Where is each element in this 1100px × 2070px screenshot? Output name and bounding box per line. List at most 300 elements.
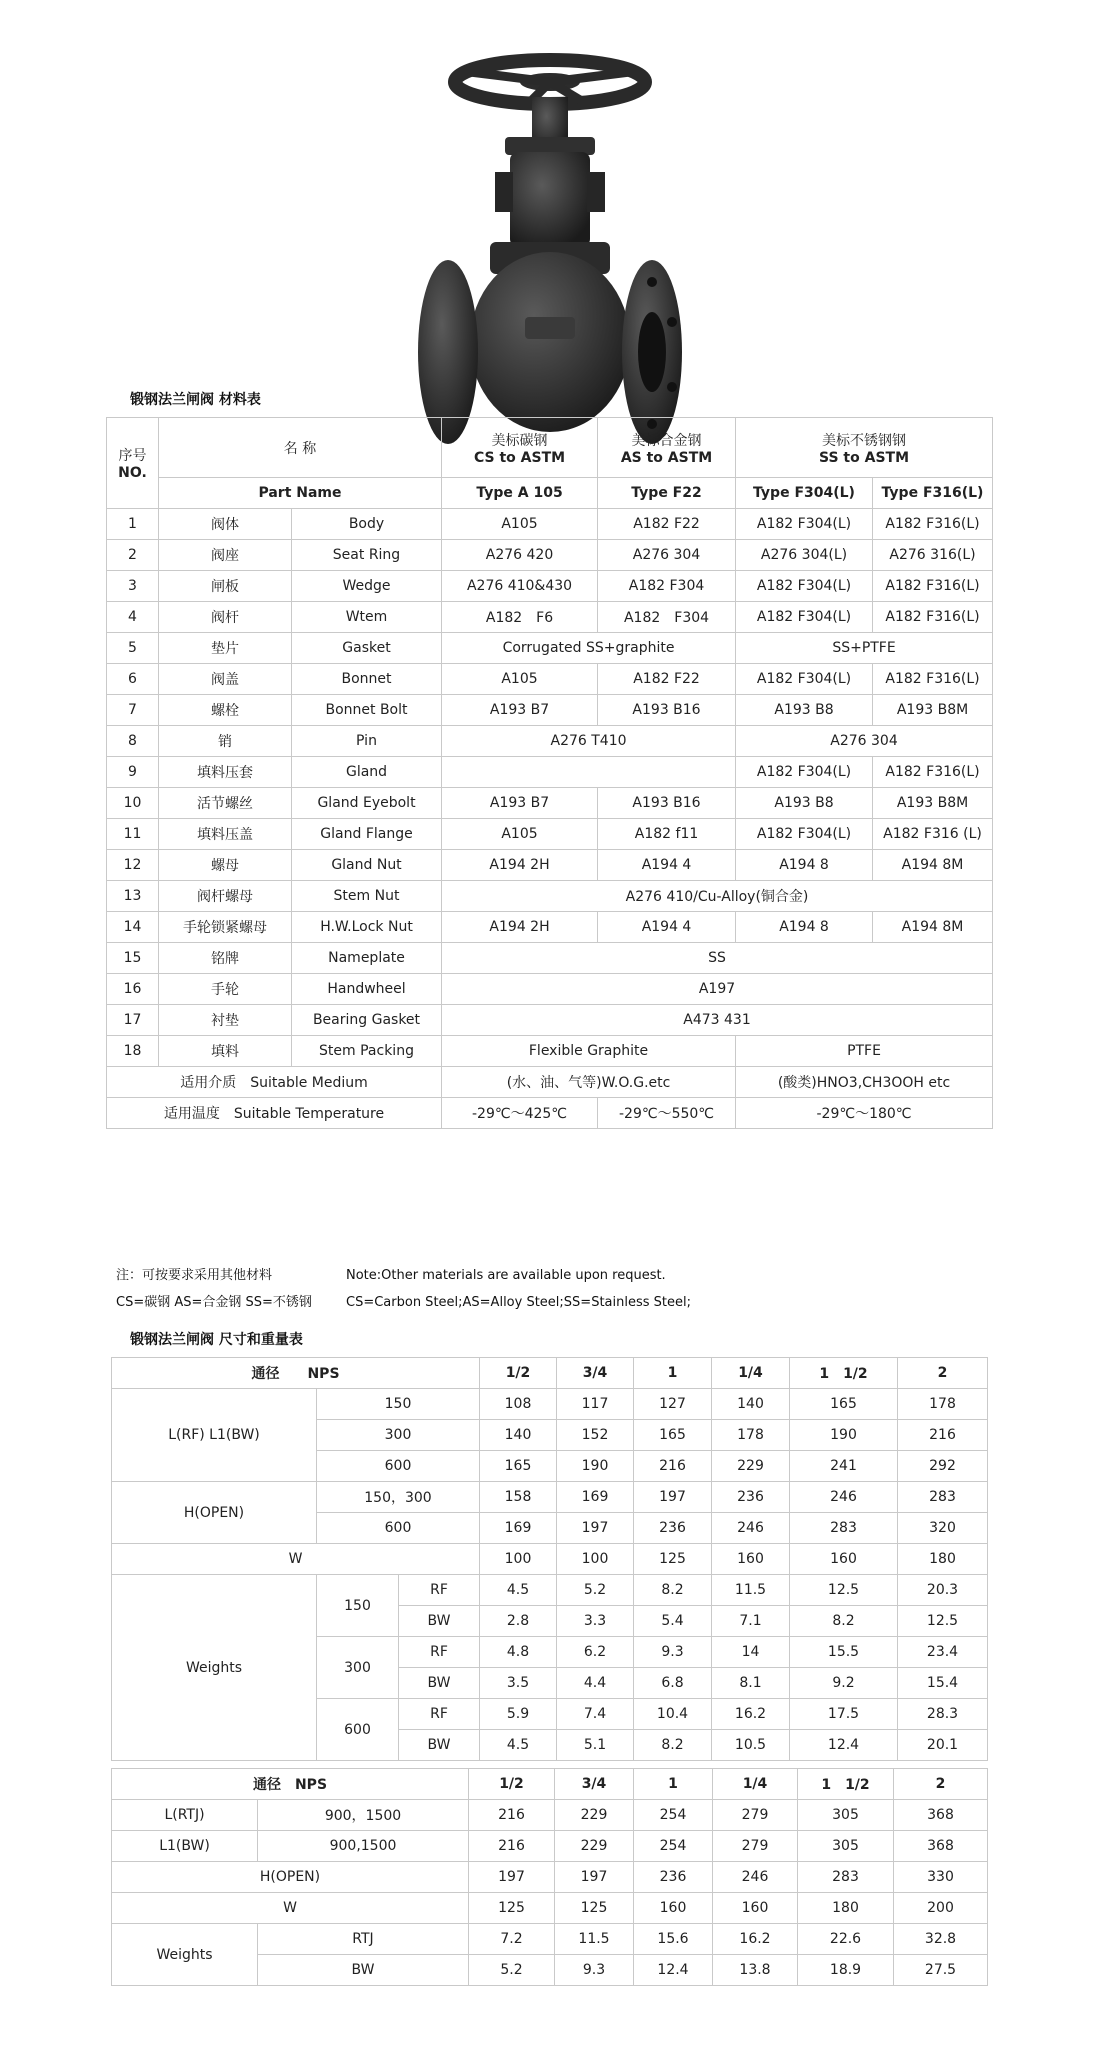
dimension-value: 197 [634, 1482, 712, 1513]
part-name-en: Nameplate [292, 943, 442, 974]
note-cn: 注：可按要求采用其他材料 [116, 1268, 273, 1283]
weight-value: 4.4 [557, 1668, 634, 1699]
weight-value: 5.1 [557, 1730, 634, 1761]
dimension-value: 100 [557, 1544, 634, 1575]
pressure-class: 300 [317, 1637, 399, 1699]
type-cs-header: Type A 105 [442, 478, 598, 509]
size-header: 1/2 [480, 1358, 557, 1389]
pressure-class: 600 [317, 1513, 480, 1544]
ss-header: 美标不锈钢钢 SS to ASTM [736, 418, 993, 478]
row-number: 8 [107, 726, 159, 757]
dimension-value: 305 [798, 1831, 894, 1862]
material-row [107, 695, 993, 726]
name-header: 名 称 [159, 418, 442, 478]
dimension-value: 279 [713, 1831, 798, 1862]
material-value: A182 F304(L) [736, 819, 873, 850]
weight-value: 10.4 [634, 1699, 712, 1730]
row-number: 9 [107, 757, 159, 788]
material-value: A193 B16 [598, 788, 736, 819]
end-type: BW [258, 1955, 469, 1986]
dimension-table-title: 锻钢法兰闸阀 尺寸和重量表 [130, 1332, 303, 1348]
weight-value: 5.2 [469, 1955, 555, 1986]
part-name-en: Bonnet Bolt [292, 695, 442, 726]
weight-value: 8.1 [712, 1668, 790, 1699]
abbr-en: CS=Carbon Steel;AS=Alloy Steel;SS=Stainless Steel; [346, 1295, 691, 1310]
dimension-value: 158 [480, 1482, 557, 1513]
material-value: A193 B7 [442, 695, 598, 726]
weight-value: 3.3 [557, 1606, 634, 1637]
dimension-value: 283 [790, 1513, 898, 1544]
pressure-class: 900,1500 [258, 1831, 469, 1862]
type-f304-header: Type F304(L) [736, 478, 873, 509]
dimension-value: 305 [798, 1800, 894, 1831]
end-type: BW [399, 1730, 480, 1761]
material-value: A182 F316(L) [873, 571, 993, 602]
nps-header: 通径 NPS [112, 1769, 469, 1800]
dimension-value: 216 [898, 1420, 988, 1451]
material-value: Flexible Graphite [442, 1036, 736, 1067]
weights-label: Weights [112, 1575, 317, 1761]
material-value: A276 304(L) [736, 540, 873, 571]
material-value: A194 8M [873, 850, 993, 881]
dimension-value: 127 [634, 1389, 712, 1420]
material-value: (酸类)HNO3,CH3OOH etc [736, 1067, 993, 1098]
part-name-cn: 阀杆 [159, 602, 292, 633]
weight-row [112, 1575, 988, 1606]
dimension-value: 216 [469, 1831, 555, 1862]
dimension-value: 229 [555, 1831, 634, 1862]
material-value: -29℃～425℃ [442, 1098, 598, 1129]
weight-value: 15.6 [634, 1924, 713, 1955]
height-row [112, 1482, 988, 1513]
header-row [112, 1358, 988, 1389]
material-table [106, 417, 993, 1129]
size-header: 1/2 [469, 1769, 555, 1800]
material-value: SS [442, 943, 993, 974]
dimension-value: 152 [557, 1420, 634, 1451]
size-header: 1 [634, 1358, 712, 1389]
material-value: A182 F304 [598, 571, 736, 602]
dimension-value: 320 [898, 1513, 988, 1544]
part-name-en: Body [292, 509, 442, 540]
length-label: L1(BW) [112, 1831, 258, 1862]
material-row [107, 1036, 993, 1067]
weight-value: 20.1 [898, 1730, 988, 1761]
material-value: PTFE [736, 1036, 993, 1067]
size-header: 1 1/2 [798, 1769, 894, 1800]
material-value: A182 F316(L) [873, 509, 993, 540]
gate-valve-image [410, 42, 690, 482]
pressure-class: 150 [317, 1575, 399, 1637]
weight-value: 20.3 [898, 1575, 988, 1606]
dimension-value: 180 [798, 1893, 894, 1924]
dimension-value: 100 [480, 1544, 557, 1575]
material-row [107, 726, 993, 757]
material-value: A193 B8M [873, 695, 993, 726]
dimension-value: 108 [480, 1389, 557, 1420]
width-label: W [112, 1544, 480, 1575]
end-type: BW [399, 1668, 480, 1699]
part-name-cn: 活节螺丝 [159, 788, 292, 819]
no-header: 序号 NO. [107, 418, 159, 509]
part-name-en: Pin [292, 726, 442, 757]
weight-value: 4.5 [480, 1575, 557, 1606]
dimension-value: 140 [712, 1389, 790, 1420]
dimension-value: 229 [712, 1451, 790, 1482]
material-value: A197 [442, 974, 993, 1005]
weight-value: 13.8 [713, 1955, 798, 1986]
weight-value: 5.9 [480, 1699, 557, 1730]
material-value: A276 420 [442, 540, 598, 571]
weight-value: 8.2 [634, 1730, 712, 1761]
dimension-value: 368 [894, 1831, 988, 1862]
size-header: 2 [898, 1358, 988, 1389]
weight-value: 16.2 [713, 1924, 798, 1955]
material-row [107, 602, 993, 633]
weight-value: 9.3 [555, 1955, 634, 1986]
material-value: Corrugated SS+graphite [442, 633, 736, 664]
material-value: A276 304 [598, 540, 736, 571]
material-value: A194 4 [598, 912, 736, 943]
weight-value: 9.2 [790, 1668, 898, 1699]
height-label: H(OPEN) [112, 1862, 469, 1893]
part-name-cn: 手轮锁紧螺母 [159, 912, 292, 943]
dimension-value: 246 [790, 1482, 898, 1513]
material-value: SS+PTFE [736, 633, 993, 664]
part-name-en: H.W.Lock Nut [292, 912, 442, 943]
dimension-value: 368 [894, 1800, 988, 1831]
height-label: H(OPEN) [112, 1482, 317, 1544]
material-value: A182 F316 (L) [873, 819, 993, 850]
dimension-value: 292 [898, 1451, 988, 1482]
medium-row [107, 1067, 993, 1098]
part-name-en: Stem Packing [292, 1036, 442, 1067]
row-number: 15 [107, 943, 159, 974]
row-number: 5 [107, 633, 159, 664]
weights-label: Weights [112, 1924, 258, 1986]
material-value: A194 8 [736, 912, 873, 943]
material-value: A182 F304 [598, 602, 736, 633]
material-row [107, 509, 993, 540]
dimension-table-1 [111, 1357, 988, 1761]
material-value: A105 [442, 664, 598, 695]
dimension-value: 330 [894, 1862, 988, 1893]
part-name-en: Handwheel [292, 974, 442, 1005]
weight-value: 12.5 [790, 1575, 898, 1606]
material-value: A182 F22 [598, 509, 736, 540]
material-value: A193 B8M [873, 788, 993, 819]
part-name-cn: 填料压盖 [159, 819, 292, 850]
part-name-cn: 销 [159, 726, 292, 757]
part-name-en: Gland Flange [292, 819, 442, 850]
material-value: A193 B8 [736, 788, 873, 819]
row-number: 11 [107, 819, 159, 850]
row-number: 10 [107, 788, 159, 819]
temperature-label: 适用温度 Suitable Temperature [107, 1098, 442, 1129]
dimension-value: 246 [713, 1862, 798, 1893]
part-name-en: Bearing Gasket [292, 1005, 442, 1036]
row-number: 3 [107, 571, 159, 602]
material-table-title: 锻钢法兰闸阀 材料表 [130, 392, 261, 408]
weight-value: 16.2 [712, 1699, 790, 1730]
row-number: 17 [107, 1005, 159, 1036]
part-name-en: Wedge [292, 571, 442, 602]
row-number: 18 [107, 1036, 159, 1067]
size-header: 1 1/2 [790, 1358, 898, 1389]
size-header: 2 [894, 1769, 988, 1800]
dimension-value: 236 [634, 1513, 712, 1544]
size-header: 3/4 [555, 1769, 634, 1800]
part-name-en: Seat Ring [292, 540, 442, 571]
material-value: A182 f11 [598, 819, 736, 850]
row-number: 7 [107, 695, 159, 726]
part-name-en: Gland [292, 757, 442, 788]
material-row [107, 974, 993, 1005]
material-value: A473 431 [442, 1005, 993, 1036]
part-name-header: Part Name [159, 478, 442, 509]
dimension-value: 117 [557, 1389, 634, 1420]
part-name-en: Gland Eyebolt [292, 788, 442, 819]
weight-value: 12.4 [790, 1730, 898, 1761]
row-number: 6 [107, 664, 159, 695]
material-value: A194 2H [442, 850, 598, 881]
material-value: (水、油、气等)W.O.G.etc [442, 1067, 736, 1098]
material-row [107, 788, 993, 819]
material-value: A193 B7 [442, 788, 598, 819]
height-row [112, 1862, 988, 1893]
pressure-class: 150 [317, 1389, 480, 1420]
material-value [442, 757, 736, 788]
dimension-value: 254 [634, 1800, 713, 1831]
material-value: A105 [442, 509, 598, 540]
width-row [112, 1544, 988, 1575]
dimension-value: 197 [557, 1513, 634, 1544]
weight-value: 18.9 [798, 1955, 894, 1986]
dimension-value: 140 [480, 1420, 557, 1451]
weight-value: 12.4 [634, 1955, 713, 1986]
material-value: A182 F316(L) [873, 664, 993, 695]
dimension-value: 169 [480, 1513, 557, 1544]
weight-value: 8.2 [634, 1575, 712, 1606]
material-value: A194 4 [598, 850, 736, 881]
dimension-value: 125 [634, 1544, 712, 1575]
material-value: A182 F6 [442, 602, 598, 633]
row-number: 12 [107, 850, 159, 881]
dimension-table-2 [111, 1768, 988, 1986]
dimension-value: 229 [555, 1800, 634, 1831]
weight-value: 11.5 [712, 1575, 790, 1606]
part-name-cn: 衬垫 [159, 1005, 292, 1036]
medium-label: 适用介质 Suitable Medium [107, 1067, 442, 1098]
weight-row [112, 1924, 988, 1955]
pressure-class: 600 [317, 1451, 480, 1482]
weight-value: 22.6 [798, 1924, 894, 1955]
part-name-cn: 阀座 [159, 540, 292, 571]
row-number: 2 [107, 540, 159, 571]
material-value: A194 8M [873, 912, 993, 943]
part-name-en: Stem Nut [292, 881, 442, 912]
size-header: 1/4 [713, 1769, 798, 1800]
weight-value: 7.4 [557, 1699, 634, 1730]
dimension-value: 200 [894, 1893, 988, 1924]
weight-value: 10.5 [712, 1730, 790, 1761]
weight-value: 27.5 [894, 1955, 988, 1986]
material-value: A193 B8 [736, 695, 873, 726]
length-row [112, 1389, 988, 1420]
width-label: W [112, 1893, 469, 1924]
dimension-value: 165 [790, 1389, 898, 1420]
weight-value: 3.5 [480, 1668, 557, 1699]
dimension-value: 216 [469, 1800, 555, 1831]
as-header: 美标合金钢 AS to ASTM [598, 418, 736, 478]
dimension-value: 178 [898, 1389, 988, 1420]
pressure-class: 600 [317, 1699, 399, 1761]
dimension-value: 236 [634, 1862, 713, 1893]
material-value: A193 B16 [598, 695, 736, 726]
part-name-cn: 闸板 [159, 571, 292, 602]
material-row [107, 881, 993, 912]
material-row [107, 850, 993, 881]
weight-value: 4.8 [480, 1637, 557, 1668]
end-type: RTJ [258, 1924, 469, 1955]
dimension-value: 165 [480, 1451, 557, 1482]
part-name-en: Gasket [292, 633, 442, 664]
material-row [107, 633, 993, 664]
weight-value: 32.8 [894, 1924, 988, 1955]
material-value: A194 8 [736, 850, 873, 881]
end-type: RF [399, 1699, 480, 1730]
dimension-value: 216 [634, 1451, 712, 1482]
weight-value: 8.2 [790, 1606, 898, 1637]
notes [116, 1262, 691, 1316]
weight-value: 5.4 [634, 1606, 712, 1637]
header-row [112, 1769, 988, 1800]
dimension-value: 236 [712, 1482, 790, 1513]
temperature-row [107, 1098, 993, 1129]
part-name-en: Wtem [292, 602, 442, 633]
material-value: A194 2H [442, 912, 598, 943]
row-number: 1 [107, 509, 159, 540]
weight-value: 11.5 [555, 1924, 634, 1955]
cs-header: 美标碳钢 CS to ASTM [442, 418, 598, 478]
pressure-class: 300 [317, 1420, 480, 1451]
material-row [107, 757, 993, 788]
material-value: -29℃～180℃ [736, 1098, 993, 1129]
end-type: BW [399, 1606, 480, 1637]
type-as-header: Type F22 [598, 478, 736, 509]
width-row [112, 1893, 988, 1924]
size-header: 3/4 [557, 1358, 634, 1389]
weight-value: 7.2 [469, 1924, 555, 1955]
material-row [107, 943, 993, 974]
material-value: A182 F304(L) [736, 571, 873, 602]
part-name-cn: 填料 [159, 1036, 292, 1067]
material-row [107, 664, 993, 695]
material-value: A182 F304(L) [736, 602, 873, 633]
material-value: A276 304 [736, 726, 993, 757]
material-value: A276 T410 [442, 726, 736, 757]
part-name-cn: 阀体 [159, 509, 292, 540]
row-number: 14 [107, 912, 159, 943]
row-number: 16 [107, 974, 159, 1005]
row-number: 13 [107, 881, 159, 912]
weight-value: 6.2 [557, 1637, 634, 1668]
weight-value: 7.1 [712, 1606, 790, 1637]
dimension-value: 241 [790, 1451, 898, 1482]
weight-value: 15.5 [790, 1637, 898, 1668]
weight-value: 28.3 [898, 1699, 988, 1730]
dimension-value: 160 [712, 1544, 790, 1575]
material-value: A276 410&430 [442, 571, 598, 602]
length-row [112, 1831, 988, 1862]
part-name-en: Gland Nut [292, 850, 442, 881]
part-name-cn: 铭牌 [159, 943, 292, 974]
material-value: A105 [442, 819, 598, 850]
dimension-value: 160 [713, 1893, 798, 1924]
dimension-value: 125 [469, 1893, 555, 1924]
material-value: A276 410/Cu-Alloy(铜合金) [442, 881, 993, 912]
pressure-class: 900，1500 [258, 1800, 469, 1831]
dimension-value: 125 [555, 1893, 634, 1924]
type-f316-header: Type F316(L) [873, 478, 993, 509]
size-header: 1 [634, 1769, 713, 1800]
weight-value: 15.4 [898, 1668, 988, 1699]
dimension-value: 254 [634, 1831, 713, 1862]
length-row [112, 1800, 988, 1831]
part-name-en: Bonnet [292, 664, 442, 695]
nps-header: 通径 NPS [112, 1358, 480, 1389]
dimension-value: 180 [898, 1544, 988, 1575]
dimension-value: 169 [557, 1482, 634, 1513]
part-name-cn: 螺栓 [159, 695, 292, 726]
part-name-cn: 垫片 [159, 633, 292, 664]
dimension-value: 197 [555, 1862, 634, 1893]
material-row [107, 819, 993, 850]
material-value: -29℃～550℃ [598, 1098, 736, 1129]
part-name-cn: 螺母 [159, 850, 292, 881]
weight-value: 17.5 [790, 1699, 898, 1730]
size-header: 1/4 [712, 1358, 790, 1389]
dimension-value: 279 [713, 1800, 798, 1831]
dimension-value: 246 [712, 1513, 790, 1544]
part-name-cn: 阀盖 [159, 664, 292, 695]
weight-value: 14 [712, 1637, 790, 1668]
dimension-value: 178 [712, 1420, 790, 1451]
part-name-cn: 填料压套 [159, 757, 292, 788]
material-value: A182 F316(L) [873, 757, 993, 788]
dimension-value: 190 [557, 1451, 634, 1482]
part-name-cn: 手轮 [159, 974, 292, 1005]
material-value: A276 316(L) [873, 540, 993, 571]
weight-value: 2.8 [480, 1606, 557, 1637]
row-number: 4 [107, 602, 159, 633]
end-type: RF [399, 1637, 480, 1668]
material-value: A182 F304(L) [736, 757, 873, 788]
material-value: A182 F304(L) [736, 664, 873, 695]
dimension-value: 160 [790, 1544, 898, 1575]
dimension-value: 283 [798, 1862, 894, 1893]
weight-value: 5.2 [557, 1575, 634, 1606]
weight-value: 6.8 [634, 1668, 712, 1699]
dimension-value: 190 [790, 1420, 898, 1451]
weight-value: 12.5 [898, 1606, 988, 1637]
dimension-value: 160 [634, 1893, 713, 1924]
part-name-cn: 阀杆螺母 [159, 881, 292, 912]
abbr-cn: CS=碳钢 AS=合金钢 SS=不锈钢 [116, 1295, 312, 1310]
material-value: A182 F22 [598, 664, 736, 695]
material-row [107, 1005, 993, 1036]
material-value: A182 F304(L) [736, 509, 873, 540]
